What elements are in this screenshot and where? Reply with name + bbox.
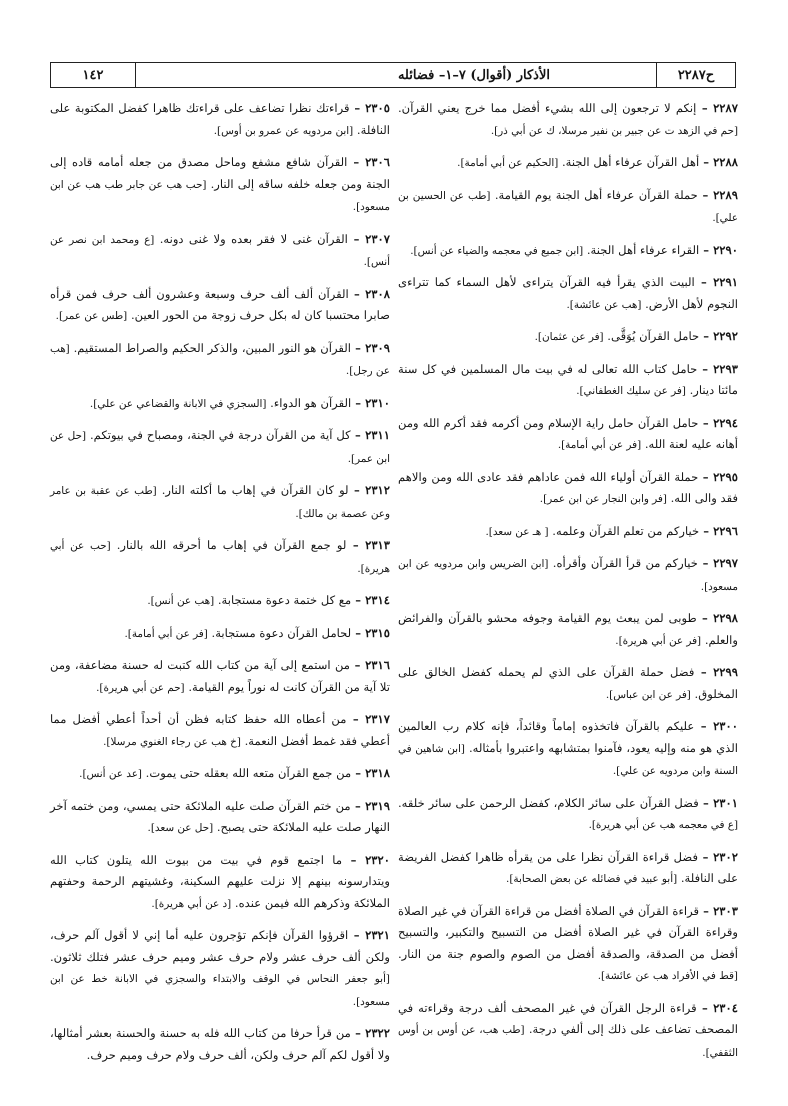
hadith-entry: ٢٣١٥ – لحامل القرآن دعوة مستجابة. [فر عن أبي أمامة]. xyxy=(124,625,390,640)
hadith-text: من أعطاه الله حفظ كتابه فظن أن أحداً أعطي أفضل مما أعطي فقد غمط أفضل النعمة. xyxy=(50,712,390,748)
hadith-entry: ٢٣٢٠ – ما اجتمع قوم في بيت من بيوت الله يتلون كتاب الله ويتدارسونه بينهم إلا نزلت عليهم السكينة، وغشيتهم الرحمة وحفتهم الملائكة وذكرهم الله فيمن عنده. [د عن أبي هريرة]. xyxy=(50,852,390,910)
hadith-text: القرآن شافع مشفع وماحل مصدق من جعله أمامه قاده إلى الجنة ومن جعله خلفه ساقه إلى النار. xyxy=(50,155,391,191)
left-column xyxy=(50,98,390,1098)
hadith-entry: ٢٣٠٢ – فضل قراءة القرآن نظرا على من يقرأه ظاهرا كفضل الفريضة على النافلة. [أبو عبيد في فضائله عن بعض الصحابة]. xyxy=(398,849,738,885)
hadith-entry: ٢٣٠٤ – قراءة الرجل القرآن في غير المصحف ألف درجة وقراءته في المصحف تضاعف على ذلك إلى ألفي درجة. [طب هب، عن أوس بن أوس الثقفي]. xyxy=(398,1000,739,1059)
hadith-source: [فر عن سليك الغطفاني]. xyxy=(576,385,686,397)
hadith-entry: ٢٣٢١ – اقرؤوا القرآن فإنكم تؤجرون عليه أما إني لا أقول آلم حرف، ولكن ألف حرف عشر ولام حرف عشر وميم حرف عشر فتلك ثلاثون. [أبو جعفر النحاس في الوقف والابتداء والسجزي في الابانة خط عن ابن مسعود]. xyxy=(50,928,391,1008)
hadith-entry: ٢٢٩٨ – طوبى لمن يبعث يوم القيامة وجوفه محشو بالقرآن والفرائض والعلم. [فر عن أبي هريرة]. xyxy=(398,611,738,647)
hadith-source: [فر عن أبي أمامة]. xyxy=(557,439,642,451)
hadith-number: ٢٣٠٦ xyxy=(365,155,390,169)
hadith-number: ٢٢٩٢ xyxy=(713,329,738,343)
hadith-text: من استمع إلى آية من كتاب الله كتبت له حسنة مضاعفة، ومن تلا آية من القرآن كانت له نوراً يوم القيامة. xyxy=(50,658,390,694)
hadith-entry: ٢٣٠١ – فضل القرآن على سائر الكلام، كفضل الرحمن على سائر خلقه. [ع في معجمه هب عن أبي هريرة]. xyxy=(398,795,738,831)
hadith-number: ٢٢٩٦ xyxy=(713,523,738,538)
hadith-entry: ٢٣١٣ – لو جمع القرآن في إهاب ما أحرقه الله بالنار. [حب عن أبي هريرة]. xyxy=(50,538,391,575)
hadith-source: [طب عن عقبة بن عامر وعن عصمة بن مالك]. xyxy=(50,485,390,520)
hadith-number: ٢٣١٩ xyxy=(365,798,390,813)
hadith-entry: ٢٢٩١ – البيت الذي يقرأ فيه القرآن يتراءى لأهل السماء كما تتراءى النجوم لأهل الأرض. [هب عن عائشة]. xyxy=(398,275,738,311)
hadith-text: القرآن غنى لا فقر بعده ولا غنى دونه. xyxy=(159,231,348,246)
hadith-text: حملة القرآن عرفاء أهل الجنة يوم القيامة. xyxy=(494,187,698,202)
hadith-entry: ٢٣٠٣ – قراءة القرآن في الصلاة أفضل من قراءة القرآن في غير الصلاة وقراءة القرآن في غير الصلاة أفضل من التسبيح والتكبير، والتسبيح أفضل من الصدقة، والصدقة أفضل من الصوم والصوم جنة من النار. [قط في الأفراد هب عن عائشة]. xyxy=(398,903,738,982)
hadith-number: ٢٣١٥ xyxy=(365,625,390,640)
hadith-source: [فر عن أبي هريرة]. xyxy=(615,634,702,647)
hadith-entry: ٢٢٨٧ – إنكم لا ترجعون إلى الله بشيء أفضل مما خرج يعني القرآن. [حم في الزهد ت عن جبير بن نفير مرسلا، ك عن أبي ذر]. xyxy=(398,101,738,137)
hadith-source: [أبو جعفر النحاس في الوقف والابتداء والسجزي في الابانة خط عن ابن مسعود]. xyxy=(50,973,390,1008)
hadith-text: كل آية من القرآن درجة في الجنة، ومصباح في بيوتكم. xyxy=(89,428,351,442)
hadith-entry: ٢٣٢٢ – من قرأ حرفا من كتاب الله فله به حسنة والحسنة بعشر أمثالها، ولا أقول لكم آلم حرف ولكن، ألف حرف ولام حرف وميم حرف. xyxy=(50,1026,391,1062)
hadith-source: [السجزي في الابانة والقضاعي عن علي]. xyxy=(89,397,267,410)
hadith-entry: ٢٢٩٢ – حامل القرآن يُوَقَّى. [فر عن عثمان]. xyxy=(534,329,738,343)
hadith-source: [أبو عبيد في فضائله عن بعض الصحابة]. xyxy=(506,873,678,885)
hadith-source: [فر وابن النجار عن ابن عمر]. xyxy=(539,493,667,505)
hadith-text: فضل قراءة القرآن نظرا على من يقرأه ظاهرا كفضل الفريضة على النافلة. xyxy=(398,849,738,885)
hadith-entry: ٢٣٠٧ – القرآن غنى لا فقر بعده ولا غنى دونه. [ع ومحمد ابن نصر عن أنس]. xyxy=(50,231,391,268)
hadith-text: ما اجتمع قوم في بيت من بيوت الله يتلون كتاب الله ويتدارسونه بينهم إلا نزلت عليهم السكينة، وغشيتهم الرحمة وحفتهم الملائكة وذكرهم الله فيمن عنده. xyxy=(50,852,390,910)
hadith-source: [ هـ عن سعد]. xyxy=(485,525,549,538)
hadith-text: القرآن هو الدواء. xyxy=(270,395,352,410)
hadith-number: ٢٢٨٨ xyxy=(713,155,738,169)
hadith-source: [فر عن عثمان]. xyxy=(534,331,604,343)
hadith-source: [الحكيم عن أبي أمامة]. xyxy=(457,157,559,169)
hadith-source: [هب عن رجل]. xyxy=(50,342,390,377)
hadith-entry: ٢٣٠٩ – القرآن هو النور المبين، والذكر الحكيم والصراط المستقيم. [هب عن رجل]. xyxy=(50,340,391,377)
hadith-text: خياركم من تعلم القرآن وعلمه. xyxy=(552,523,700,538)
hadith-source: [عد عن أنس]. xyxy=(79,768,142,780)
hadith-entry: ٢٢٩٧ – خياركم من قرأ القرآن وأقرأه. [ابن الضريس وابن مردويه عن ابن مسعود]. xyxy=(398,556,739,593)
hadith-text: حملة القرآن أولياء الله فمن عاداهم فقد عادى الله ومن والاهم فقد والى الله. xyxy=(398,469,738,505)
hadith-entry: ٢٣١٩ – من ختم القرآن صلت عليه الملائكة حتى يمسي، ومن ختمه آخر النهار صلت عليه الملائكة حتى يصبح. [حل عن سعد]. xyxy=(50,798,390,834)
hadith-number: ٢٢٩٣ xyxy=(713,361,738,376)
hadith-entry: ٢٢٩٤ – حامل القرآن حامل راية الإسلام ومن أكرمه فقد أكرم الله ومن أهانه عليه لعنة الله. [فر عن أبي أمامة]. xyxy=(398,415,738,451)
hadith-number: ٢٢٩٤ xyxy=(713,415,738,430)
hadith-text: من جمع القرآن متعه الله بعقله حتى يموت. xyxy=(145,766,352,780)
hadith-number: ٢٣١٠ xyxy=(365,395,390,410)
hadith-source: [ابن الضريس وابن مردويه عن ابن مسعود]. xyxy=(398,558,738,593)
hadith-number: ٢٣٠٣ xyxy=(713,903,738,918)
hadith-source: [حب عن أبي هريرة]. xyxy=(50,540,390,575)
hadith-entry: ٢٢٩٠ – القراء عرفاء أهل الجنة. [ابن جميع في معجمه والضياء عن أنس]. xyxy=(410,242,738,257)
hadith-text: من ختم القرآن صلت عليه الملائكة حتى يمسي، ومن ختمه آخر النهار صلت عليه الملائكة حتى يصبح. xyxy=(50,798,390,834)
hadith-number: ٢٣٠٩ xyxy=(365,340,391,355)
hadith-number: ٢٢٩١ xyxy=(713,275,738,289)
hadith-source: [قط في الأفراد هب عن عائشة]. xyxy=(597,970,738,982)
header-hadith-range: ح٢٢٨٧ xyxy=(656,63,735,87)
hadith-text: إنكم لا ترجعون إلى الله بشيء أفضل مما خرج يعني القرآن. xyxy=(398,101,697,115)
hadith-text: قراءة القرآن في الصلاة أفضل من قراءة القرآن في غير الصلاة وقراءة القرآن في غير الصلاة أفضل من التسبيح والتكبير، والتسبيح أفضل من الصدقة، والصدقة أفضل من الصوم والصوم جنة من النار. xyxy=(398,903,738,961)
hadith-number: ٢٣٠٠ xyxy=(713,719,738,733)
hadith-text: طوبى لمن يبعث يوم القيامة وجوفه محشو بالقرآن والفرائض والعلم. xyxy=(398,611,738,647)
hadith-source: [طس عن عمر]. xyxy=(55,310,128,322)
hadith-text: حامل القرآن حامل راية الإسلام ومن أكرمه فقد أكرم الله ومن أهانه عليه لعنة الله. xyxy=(398,415,738,451)
hadith-number: ٢٣١١ xyxy=(365,428,390,442)
hadith-text: البيت الذي يقرأ فيه القرآن يتراءى لأهل السماء كما تتراءى النجوم لأهل الأرض. xyxy=(398,275,738,311)
hadith-entry: ٢٢٩٣ – حامل كتاب الله تعالى له في بيت مال المسلمين في كل سنة مائتا دينار. [فر عن سليك الغطفاني]. xyxy=(398,361,738,397)
hadith-number: ٢٣١٨ xyxy=(365,766,390,780)
hadith-number: ٢٣١٤ xyxy=(365,593,390,607)
hadith-source: [حم عن أبي هريرة]. xyxy=(96,681,185,694)
hadith-number: ٢٣٠٧ xyxy=(365,231,391,246)
hadith-text: مع كل ختمة دعوة مستجابة. xyxy=(217,593,352,607)
hadith-text: أهل القرآن عرفاء أهل الجنة. xyxy=(562,155,700,169)
hadith-text: القرآن هو النور المبين، والذكر الحكيم والصراط المستقيم. xyxy=(73,340,351,355)
hadith-number: ٢٣١٧ xyxy=(365,712,390,726)
hadith-entry: ٢٣٠٨ – القرآن ألف ألف حرف وسبعة وعشرون ألف حرف فمن قرأه صابرا محتسبا كان له بكل حرف زوجة من الحور العين. [طس عن عمر]. xyxy=(50,286,390,322)
running-header xyxy=(50,62,736,88)
header-page-number: ١٤٢ xyxy=(51,63,136,87)
hadith-entry: ٢٣٠٦ – القرآن شافع مشفع وماحل مصدق من جعله أمامه قاده إلى الجنة ومن جعله خلفه ساقه إلى النار. [حب هب عن جابر طب هب عن ابن مسعود]. xyxy=(50,155,391,213)
hadith-number: ٢٢٩٧ xyxy=(713,556,739,570)
hadith-number: ٢٣٢١ xyxy=(365,928,391,942)
hadith-entry: ٢٣٠٥ – قراءتك نظرا تضاعف على قراءتك ظاهرا كفضل المكتوبة على النافلة. [ابن مردويه عن عمرو بن أوس]. xyxy=(50,101,390,137)
hadith-source: [ع ومحمد ابن نصر عن أنس]. xyxy=(50,233,390,268)
hadith-entry: ٢٣٠٠ – عليكم بالقرآن فاتخذوه إماماً وقائداً، فإنه كلام رب العالمين الذي هو منه وإليه يعود، فآمنوا بمتشابهه واعتبروا بأمثاله. [ابن شاهين في السنة وابن مردويه عن علي]. xyxy=(398,719,738,777)
hadith-number: ٢٣٢٠ xyxy=(365,852,390,867)
hadith-text: خياركم من قرأ القرآن وأقرأه. xyxy=(552,556,698,570)
hadith-source: [طب هب، عن أوس بن أوس الثقفي]. xyxy=(398,1024,738,1059)
hadith-number: ٢٣١٦ xyxy=(365,658,390,672)
hadith-number: ٢٢٩٥ xyxy=(713,469,738,484)
hadith-text: حامل كتاب الله تعالى له في بيت مال المسلمين في كل سنة مائتا دينار. xyxy=(398,361,738,397)
hadith-text: قراءة الرجل القرآن في غير المصحف ألف درجة وقراءته في المصحف تضاعف على ذلك إلى ألفي درجة. xyxy=(398,1000,739,1036)
hadith-source: [ابن جميع في معجمه والضياء عن أنس]. xyxy=(410,244,584,257)
hadith-number: ٢٣٠٤ xyxy=(713,1000,738,1015)
hadith-number: ٢٣٠١ xyxy=(713,795,738,810)
hadith-entry: ٢٣١٤ – مع كل ختمة دعوة مستجابة. [هب عن أنس]. xyxy=(147,593,390,607)
hadith-entry: ٢٢٨٨ – أهل القرآن عرفاء أهل الجنة. [الحكيم عن أبي أمامة]. xyxy=(457,155,738,169)
hadith-text: من قرأ حرفا من كتاب الله فله به حسنة والحسنة بعشر أمثالها، ولا أقول لكم آلم حرف ولكن، ألف حرف ولام حرف وميم حرف. xyxy=(50,1026,390,1062)
hadith-number: ٢٢٩٠ xyxy=(713,242,738,257)
hadith-text: لو كان القرآن في إهاب ما أكلته النار. xyxy=(161,483,349,497)
hadith-source: [هب عن عائشة]. xyxy=(566,298,642,311)
hadith-text: حامل القرآن يُوَقَّى. xyxy=(607,329,700,343)
hadith-number: ٢٣١٢ xyxy=(365,483,391,497)
hadith-text: عليكم بالقرآن فاتخذوه إماماً وقائداً، فإنه كلام رب العالمين الذي هو منه وإليه يعود، فآمنوا بمتشابهه واعتبروا بأمثاله. xyxy=(398,719,738,755)
hadith-source: [هب عن أنس]. xyxy=(147,595,215,607)
hadith-number: ٢٣٢٢ xyxy=(365,1026,391,1040)
hadith-number: ٢٣١٣ xyxy=(365,538,391,552)
hadith-number: ٢٢٨٩ xyxy=(713,187,738,202)
hadith-text: القرآن ألف ألف حرف وسبعة وعشرون ألف حرف فمن قرأه صابرا محتسبا كان له بكل حرف زوجة من الحور العين. xyxy=(50,286,390,322)
hadith-source: [د عن أبي هريرة]. xyxy=(151,897,232,910)
hadith-text: القراء عرفاء أهل الجنة. xyxy=(586,242,700,257)
hadith-source: [ع في معجمه هب عن أبي هريرة]. xyxy=(588,819,738,831)
hadith-number: ٢٢٨٧ xyxy=(713,101,738,115)
hadith-entry: ٢٢٩٦ – خياركم من تعلم القرآن وعلمه. [ هـ عن سعد]. xyxy=(485,523,738,538)
hadith-number: ٢٣٠٨ xyxy=(365,286,390,301)
hadith-entry: ٢٣١٠ – القرآن هو الدواء. [السجزي في الابانة والقضاعي عن علي]. xyxy=(89,395,390,410)
hadith-text: لو جمع القرآن في إهاب ما أحرقه الله بالنار. xyxy=(116,538,347,552)
hadith-source: [حم في الزهد ت عن جبير بن نفير مرسلا، ك عن أبي ذر]. xyxy=(490,124,738,137)
hadith-entry: ٢٣١٨ – من جمع القرآن متعه الله بعقله حتى يموت. [عد عن أنس]. xyxy=(79,766,390,780)
hadith-text: فضل حملة القرآن على الذي لم يحمله كفضل الخالق على المخلوق. xyxy=(398,665,738,701)
header-chapter-title: الأذكار (أقوال) ٧–١– فضائله xyxy=(397,67,550,83)
hadith-text: لحامل القرآن دعوة مستجابة. xyxy=(211,625,352,640)
hadith-entry: ٢٢٩٩ – فضل حملة القرآن على الذي لم يحمله كفضل الخالق على المخلوق. [فر عن ابن عباس]. xyxy=(398,665,738,701)
right-column xyxy=(398,98,738,1098)
hadith-entry: ٢٢٩٥ – حملة القرآن أولياء الله فمن عاداهم فقد عادى الله ومن والاهم فقد والى الله. [فر وابن النجار عن ابن عمر]. xyxy=(398,469,738,505)
hadith-text: قراءتك نظرا تضاعف على قراءتك ظاهرا كفضل المكتوبة على النافلة. xyxy=(50,101,390,137)
hadith-source: [ابن مردويه عن عمرو بن أوس]. xyxy=(213,124,354,137)
hadith-source: [حل عن سعد]. xyxy=(147,822,214,834)
hadith-source: [حب هب عن جابر طب هب عن ابن مسعود]. xyxy=(50,178,390,213)
hadith-entry: ٢٢٨٩ – حملة القرآن عرفاء أهل الجنة يوم القيامة. [طب عن الحسين بن علي]. xyxy=(398,187,738,224)
hadith-source: [فر عن أبي أمامة]. xyxy=(124,627,208,640)
hadith-number: ٢٢٩٩ xyxy=(713,665,738,679)
hadith-number: ٢٣٠٢ xyxy=(713,849,738,864)
hadith-source: [طب عن الحسين بن علي]. xyxy=(398,189,738,224)
hadith-entry: ٢٣١٧ – من أعطاه الله حفظ كتابه فظن أن أحداً أعطي أفضل مما أعطي فقد غمط أفضل النعمة. [خ هب عن رجاء الغنوي مرسلا]. xyxy=(50,712,390,748)
hadith-entry: ٢٣١٢ – لو كان القرآن في إهاب ما أكلته النار. [طب عن عقبة بن عامر وعن عصمة بن مالك]. xyxy=(50,483,391,520)
hadith-number: ٢٣٠٥ xyxy=(365,101,390,115)
hadith-text: فضل القرآن على سائر الكلام، كفضل الرحمن على سائر خلقه. xyxy=(398,795,699,810)
hadith-source: [ابن شاهين في السنة وابن مردويه عن علي]. xyxy=(398,742,738,777)
hadith-entry: ٢٣١١ – كل آية من القرآن درجة في الجنة، ومصباح في بيوتكم. [حل عن ابن عمر]. xyxy=(50,428,390,465)
hadith-source: [فر عن ابن عباس]. xyxy=(605,688,691,701)
hadith-text: اقرؤوا القرآن فإنكم تؤجرون عليه أما إني لا أقول آلم حرف، ولكن ألف حرف عشر ولام حرف عشر وميم حرف عشر فتلك ثلاثون. xyxy=(50,928,390,964)
hadith-source: [خ هب عن رجاء الغنوي مرسلا]. xyxy=(103,735,241,748)
hadith-number: ٢٢٩٨ xyxy=(713,611,738,625)
hadith-entry: ٢٣١٦ – من استمع إلى آية من كتاب الله كتبت له حسنة مضاعفة، ومن تلا آية من القرآن كانت له نوراً يوم القيامة. [حم عن أبي هريرة]. xyxy=(50,658,390,694)
hadith-source: [حل عن ابن عمر]. xyxy=(50,430,390,465)
